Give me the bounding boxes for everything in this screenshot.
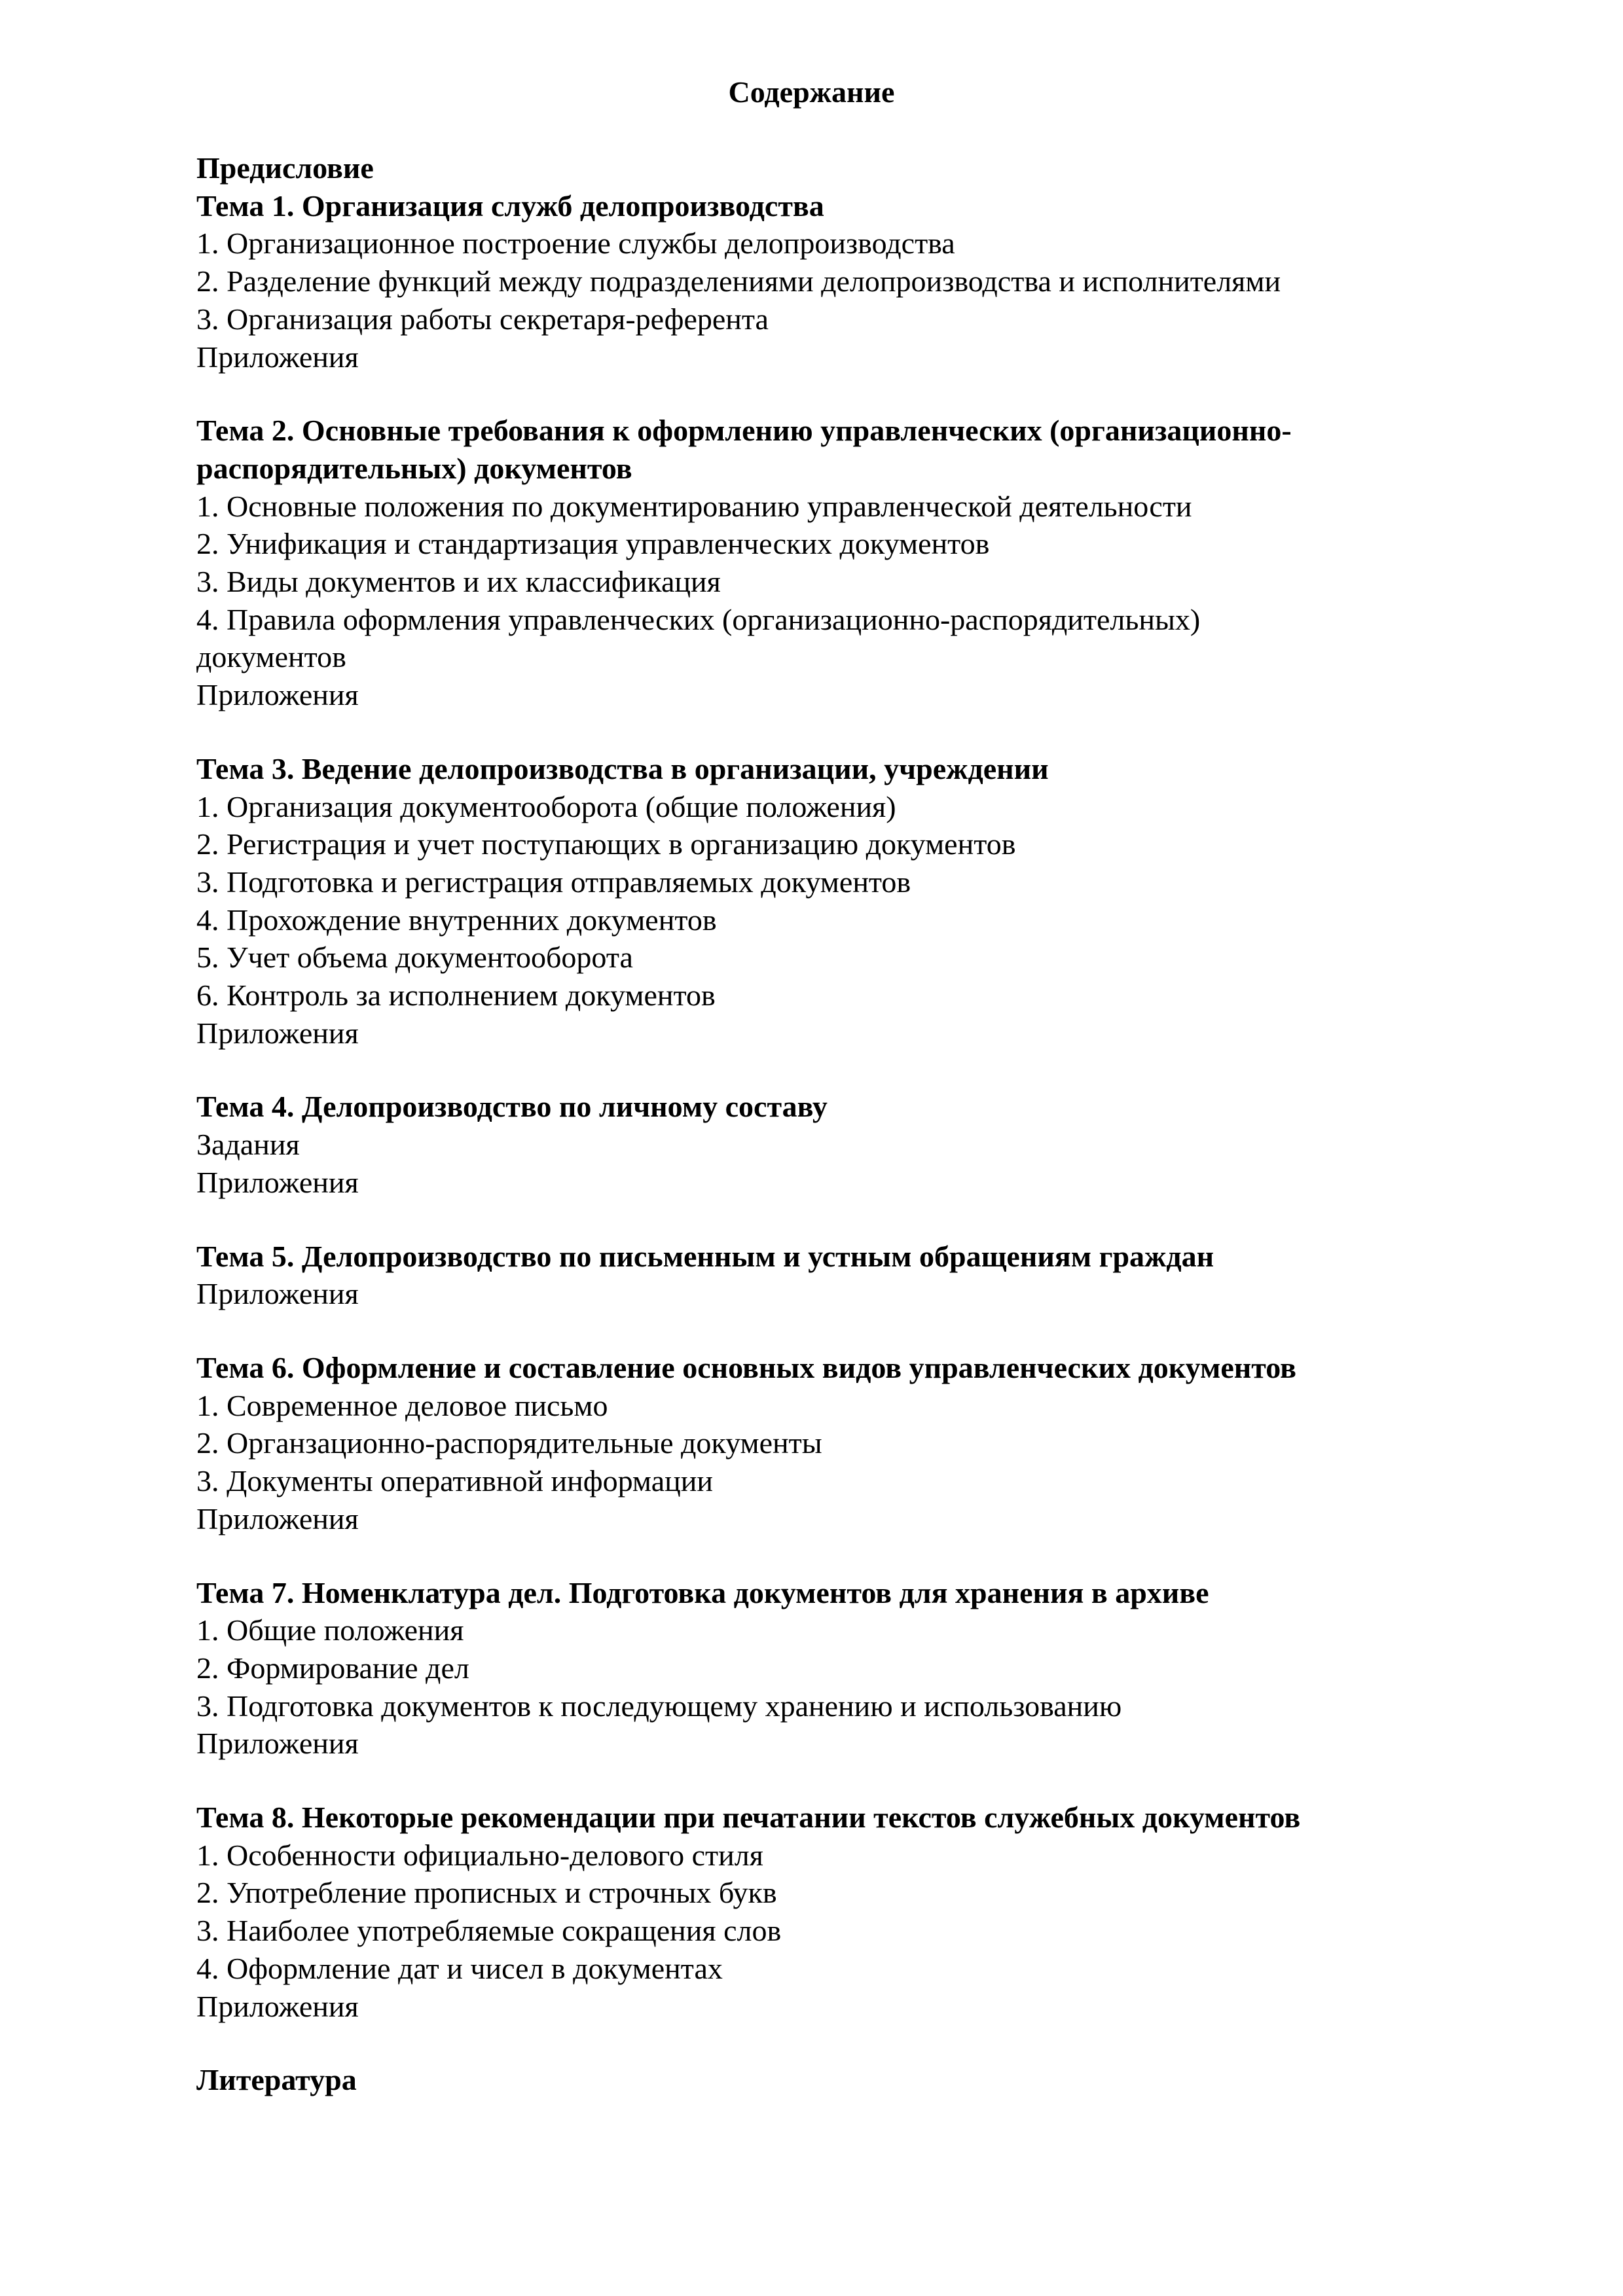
- topic-heading: Тема 2. Основные требования к оформлению управленческих (организационно-: [196, 414, 1292, 448]
- topic-item: 1. Основные положения по документированию управленческой деятельности: [196, 489, 1192, 523]
- topic-heading: Тема 5. Делопроизводство по письменным и устным обращениям граждан: [196, 1239, 1214, 1273]
- toc-section-topic-6: [196, 1349, 1460, 1538]
- topic-item: 1. Общие положения: [196, 1613, 464, 1647]
- topic-item: 2. Органзационно-распорядительные документы: [196, 1426, 822, 1460]
- toc-section-topic-2: [196, 412, 1460, 714]
- topic-item: Приложения: [196, 1989, 359, 2023]
- topic-item: Приложения: [196, 340, 359, 374]
- topic-item: Приложения: [196, 1016, 359, 1050]
- page-title: Содержание: [728, 75, 895, 109]
- toc-section-topic-4: [196, 1088, 1460, 1201]
- topic-heading-continuation: распорядительных) документов: [196, 451, 632, 485]
- topic-item: 4. Прохождение внутренних документов: [196, 903, 717, 937]
- toc-section-topic-7: [196, 1574, 1460, 1763]
- topic-item: 3. Подготовка и регистрация отправляемых документов: [196, 865, 911, 899]
- topic-item: 3. Документы оперативной информации: [196, 1464, 713, 1498]
- toc-section-topic-3: [196, 750, 1460, 1052]
- topic-item: 4. Правила оформления управленческих (организационно-распорядительных): [196, 602, 1201, 636]
- topic-heading: Тема 8. Некоторые рекомендации при печатании текстов служебных документов: [196, 1801, 1301, 1835]
- topic-heading: Тема 4. Делопроизводство по личному составу: [196, 1090, 828, 1124]
- topic-heading: Тема 7. Номенклатура дел. Подготовка документов для хранения в архиве: [196, 1575, 1209, 1609]
- topic-item: 3. Организация работы секретаря-референта: [196, 302, 769, 336]
- table-of-contents: [196, 149, 1460, 2135]
- toc-section-topic-1: [196, 149, 1460, 376]
- topic-item: 1. Особенности официально-делового стиля: [196, 1838, 763, 1872]
- topic-item: 6. Контроль за исполнением документов: [196, 978, 716, 1013]
- toc-section-literature: [196, 2061, 1460, 2099]
- topic-item: 3. Виды документов и их классификация: [196, 565, 721, 599]
- topic-item: 3. Наиболее употребляемые сокращения слов: [196, 1914, 782, 1948]
- topic-item: 1. Организация документооборота (общие положения): [196, 789, 896, 823]
- topic-heading: Тема 1. Организация служб делопроизводства: [196, 188, 824, 223]
- topic-item: Приложения: [196, 1727, 359, 1761]
- topic-item: 2. Унификация и стандартизация управленческих документов: [196, 527, 990, 561]
- toc-section-topic-5: [196, 1238, 1460, 1313]
- toc-section-topic-8: [196, 1799, 1460, 2025]
- topic-item: 2. Формирование дел: [196, 1651, 469, 1685]
- topic-item: Приложения: [196, 1277, 359, 1311]
- topic-item: 5. Учет объема документооборота: [196, 941, 633, 975]
- topic-item: 2. Разделение функций между подразделениями делопроизводства и исполнителями: [196, 264, 1281, 298]
- topic-item: Приложения: [196, 1501, 359, 1535]
- topic-item: 4. Оформление дат и чисел в документах: [196, 1951, 723, 1985]
- topic-item: Задания: [196, 1128, 300, 1162]
- topic-item: Приложения: [196, 1165, 359, 1199]
- topic-item: Приложения: [196, 678, 359, 712]
- topic-item: 2. Регистрация и учет поступающих в организацию документов: [196, 827, 1016, 861]
- topic-item: 3. Подготовка документов к последующему хранению и использованию: [196, 1689, 1122, 1723]
- toc-preface: Предисловие: [196, 151, 374, 185]
- topic-item: 2. Употребление прописных и строчных букв: [196, 1876, 777, 1910]
- topic-item-continuation: документов: [196, 640, 346, 674]
- topic-item: 1. Организационное построение службы делопроизводства: [196, 226, 955, 260]
- topic-heading: Тема 6. Оформление и составление основных видов управленческих документов: [196, 1350, 1296, 1384]
- topic-heading: Тема 3. Ведение делопроизводства в организации, учреждении: [196, 751, 1049, 785]
- toc-literature: Литература: [196, 2063, 357, 2097]
- topic-item: 1. Современное деловое письмо: [196, 1388, 608, 1422]
